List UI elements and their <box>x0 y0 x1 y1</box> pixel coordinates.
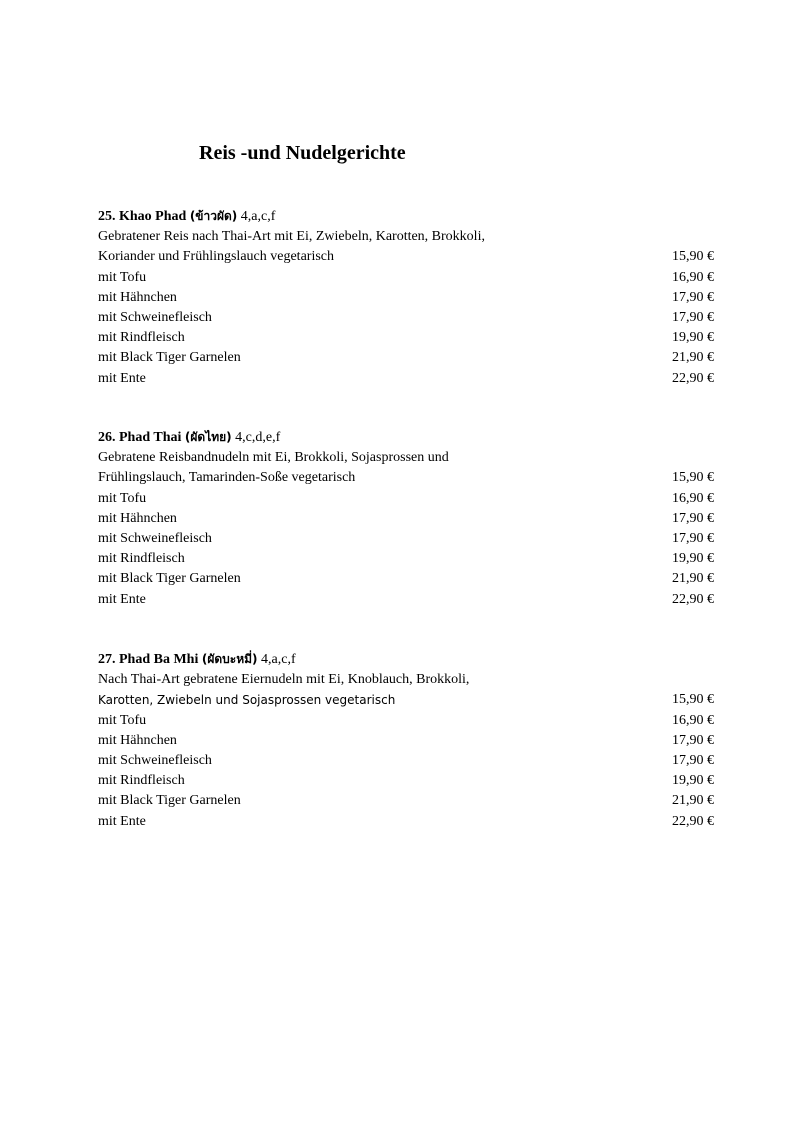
price-row <box>98 791 714 811</box>
price-value: 16,90 € <box>672 712 714 728</box>
price-value: 17,90 € <box>672 753 714 769</box>
price-row-label: Koriander und Frühlingslauch vegetarisch <box>98 249 334 265</box>
price-value: 16,90 € <box>672 269 714 285</box>
price-value: 17,90 € <box>672 732 714 748</box>
price-row-label: mit Rindfleisch <box>98 330 185 346</box>
price-row <box>98 509 714 529</box>
dish-name: 26. Phad Thai <box>98 430 182 445</box>
price-row <box>98 288 714 308</box>
price-row-label: mit Schweinefleisch <box>98 310 212 326</box>
price-row <box>98 369 714 389</box>
dish-name: 25. Khao Phad <box>98 209 187 224</box>
price-value: 15,90 € <box>672 249 714 265</box>
price-row <box>98 549 714 569</box>
price-row-label: mit Rindfleisch <box>98 551 185 567</box>
price-row-label: mit Hähnchen <box>98 510 177 526</box>
price-value: 21,90 € <box>672 571 714 587</box>
dish-description: Gebratene Reisbandnudeln mit Ei, Brokkoli, Sojasprossen und <box>98 450 449 466</box>
dish-description: Gebratener Reis nach Thai-Art mit Ei, Zwiebeln, Karotten, Brokkoli, <box>98 229 485 245</box>
price-row-label: mit Hähnchen <box>98 289 177 305</box>
price-value: 19,90 € <box>672 551 714 567</box>
price-row-label: mit Tofu <box>98 269 147 285</box>
price-value: 21,90 € <box>672 350 714 366</box>
price-value: 22,90 € <box>672 813 714 829</box>
price-row <box>98 489 714 509</box>
dish-name: 27. Phad Ba Mhi <box>98 652 199 667</box>
price-value: 17,90 € <box>672 310 714 326</box>
price-row <box>98 247 714 267</box>
price-value: 22,90 € <box>672 370 714 386</box>
dish-thai-name: (ผัดบะหมี่) <box>201 652 258 666</box>
price-value: 17,90 € <box>672 510 714 526</box>
price-row-label: mit Ente <box>98 370 146 386</box>
price-row-label: Karotten, Zwiebeln und Sojasprossen vegetarisch <box>98 693 396 708</box>
price-row <box>98 751 714 771</box>
price-row <box>98 328 714 348</box>
price-row-label: Frühlingslauch, Tamarinden-Soße vegetarisch <box>98 470 356 486</box>
dish-header <box>98 427 714 448</box>
price-row <box>98 711 714 731</box>
price-value: 21,90 € <box>672 793 714 809</box>
price-row <box>98 771 714 791</box>
price-row-label: mit Tofu <box>98 490 147 506</box>
dish-thai-name: (ผัดไทย) <box>184 430 232 444</box>
price-value: 19,90 € <box>672 773 714 789</box>
price-value: 15,90 € <box>672 692 714 708</box>
dish-allergens: 4,a,c,f <box>240 209 276 224</box>
price-row-label: mit Black Tiger Garnelen <box>98 793 241 809</box>
price-row <box>98 590 714 610</box>
menu-item-khao-phad <box>98 206 714 389</box>
price-row-label: mit Ente <box>98 591 146 607</box>
price-row <box>98 468 714 488</box>
dish-header <box>98 206 714 227</box>
dish-description: Nach Thai-Art gebratene Eiernudeln mit Ei, Knoblauch, Brokkoli, <box>98 672 470 688</box>
price-value: 15,90 € <box>672 470 714 486</box>
dish-allergens: 4,a,c,f <box>261 652 296 667</box>
price-row-label: mit Black Tiger Garnelen <box>98 350 241 366</box>
price-row <box>98 308 714 328</box>
price-row-label: mit Hähnchen <box>98 732 177 748</box>
price-row-label: mit Black Tiger Garnelen <box>98 571 241 587</box>
price-row-label: mit Schweinefleisch <box>98 531 212 547</box>
price-row-label: mit Ente <box>98 813 146 829</box>
price-row <box>98 812 714 832</box>
price-row <box>98 731 714 751</box>
price-row <box>98 348 714 368</box>
price-value: 16,90 € <box>672 490 714 506</box>
price-row <box>98 268 714 288</box>
price-value: 17,90 € <box>672 531 714 547</box>
price-row-label: mit Tofu <box>98 712 147 728</box>
page-title: Reis -und Nudelgerichte <box>199 142 406 164</box>
price-row <box>98 569 714 589</box>
dish-header <box>98 649 714 670</box>
price-row-label: mit Rindfleisch <box>98 773 185 789</box>
price-value: 22,90 € <box>672 591 714 607</box>
price-row-label: mit Schweinefleisch <box>98 753 212 769</box>
price-row <box>98 529 714 549</box>
price-row <box>98 690 714 710</box>
price-value: 17,90 € <box>672 289 714 305</box>
menu-item-phad-thai <box>98 427 714 610</box>
price-value: 19,90 € <box>672 330 714 346</box>
menu-item-phad-ba-mhi <box>98 649 714 832</box>
dish-allergens: 4,c,d,e,f <box>235 430 281 445</box>
dish-thai-name: (ข้าวผัด) <box>189 209 238 223</box>
